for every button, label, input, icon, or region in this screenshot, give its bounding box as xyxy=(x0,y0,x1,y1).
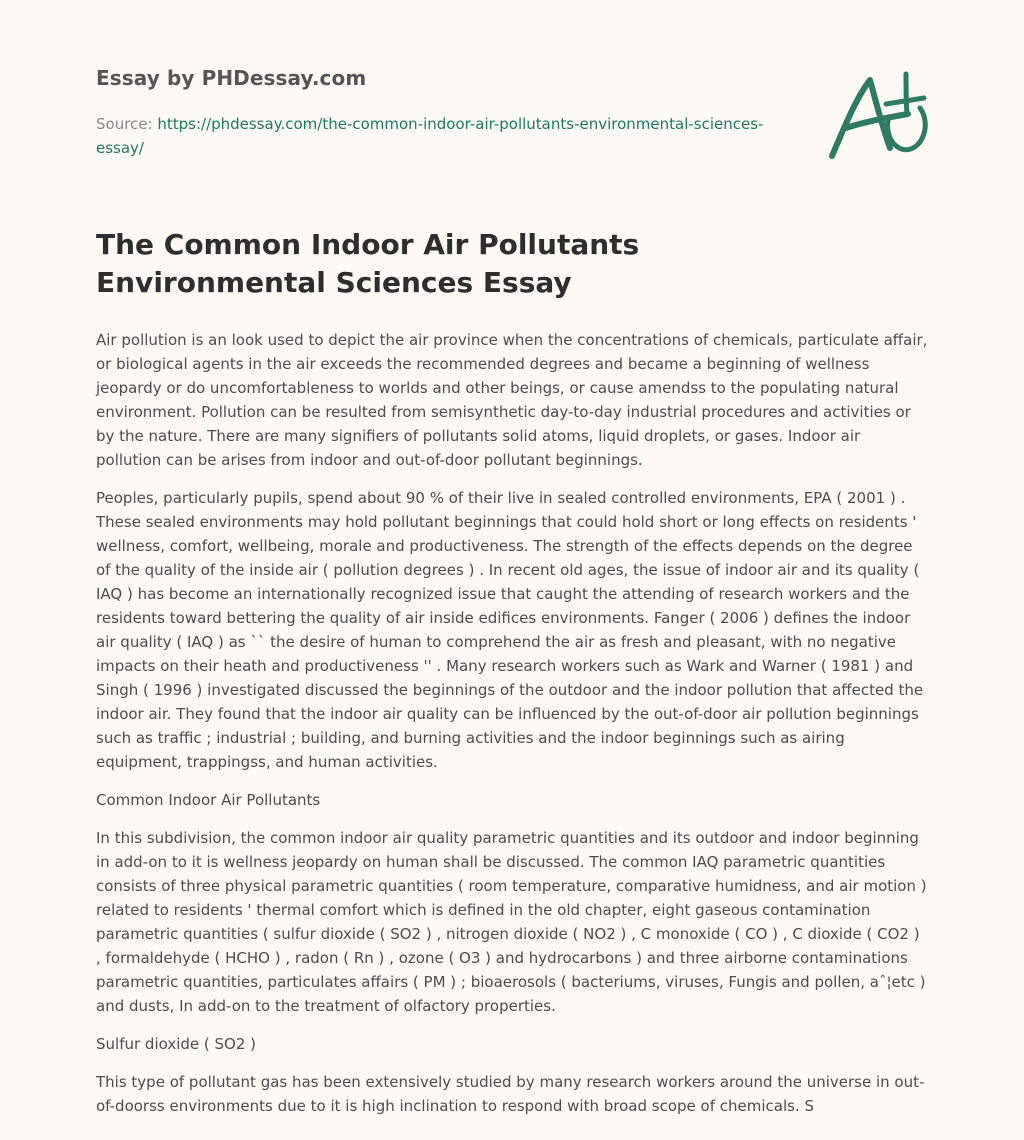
document-header xyxy=(96,0,928,200)
source-link[interactable]: https://phdessay.com/the-common-indoor-air-pollutants-environmental-sciences-essay/ xyxy=(96,115,764,157)
source-line xyxy=(96,112,786,160)
source-label: Source: xyxy=(96,115,153,133)
section-heading: Sulfur dioxide ( SO2 ) xyxy=(96,1035,256,1053)
essay-paragraph: In this subdivision, the common indoor air quality parametric quantities and its outdoor and indoor beginning in add-on to it is wellness jeopardy on human shall be discussed. The common IAQ parametric quantities consists of three physical parametric quantities ( room temperature, comparative humidness, and air motion ) related to residents ' thermal comfort which is defined in the old chapter, eight gaseous contamination parametric quantities ( sulfur dioxide ( SO2 ) , nitrogen dioxide ( NO2 ) , C monoxide ( CO ) , C dioxide ( CO2 ) , formaldehyde ( HCHO ) , radon ( Rn ) , ozone ( O3 ) and hydrocarbons ) and three airborne contaminations parametric quantities, particulates affairs ( PM ) ; bioaerosols ( bacteriums, viruses, Fungis and pollen, aˆ¦etc ) and dusts, In add-on to the treatment of olfactory properties. xyxy=(96,829,927,1015)
essay-paragraph: Peoples, particularly pupils, spend about 90 % of their live in sealed controlled environments, EPA ( 2001 ) . These sealed environments may hold pollutant beginnings that could hold short or long effects on residents ' wellness, comfort, wellbeing, morale and productiveness. The strength of the effects depends on the degree of the quality of the inside air ( pollution degrees ) . In recent old ages, the issue of indoor air and its quality ( IAQ ) has become an internationally recognized issue that caught the attending of research workers and the residents toward bettering the quality of air inside edifices environments. Fanger ( 2006 ) defines the indoor air quality ( IAQ ) as `` the desire of human to comprehend the air as fresh and pleasant, with no negative impacts on their heath and productiveness '' . Many research workers such as Wark and Warner ( 1981 ) and Singh ( 1996 ) investigated discussed the beginnings of the outdoor and the indoor pollution that affected the indoor air. They found that the indoor air quality can be influenced by the out-of-door air pollution beginnings such as traffic ; industrial ; building, and burning activities and the indoor beginnings such as airing equipment, trappingss, and human activities. xyxy=(96,489,924,771)
essay-paragraph: Air pollution is an look used to depict the air province when the concentrations of chemicals, particulate affair, or biological agents in the air exceeds the recommended degrees and became a beginning of wellness jeopardy or do uncomfortableness to worlds and other beings, or cause amendss to the populating natural environment. Pollution can be resulted from semisynthetic day-to-day industrial procedures and activities or by the nature. There are many signifiers of pollutants solid atoms, liquid droplets, or gases. Indoor air pollution can be arises from indoor and out-of-door pollutant beginnings. xyxy=(96,331,928,469)
essay-title: The Common Indoor Air Pollutants Environmental Sciences Essay xyxy=(96,228,640,299)
essay-body xyxy=(96,328,928,1118)
essay-paragraph: This type of pollutant gas has been extensively studied by many research workers around the universe in out-of-doorss environments due to it is high inclination to respond with broad scope of chemicals. S xyxy=(96,1073,925,1115)
section-heading: Common Indoor Air Pollutants xyxy=(96,791,321,809)
site-title: Essay by PHDessay.com xyxy=(96,66,367,90)
a-plus-logo-icon xyxy=(824,68,934,164)
